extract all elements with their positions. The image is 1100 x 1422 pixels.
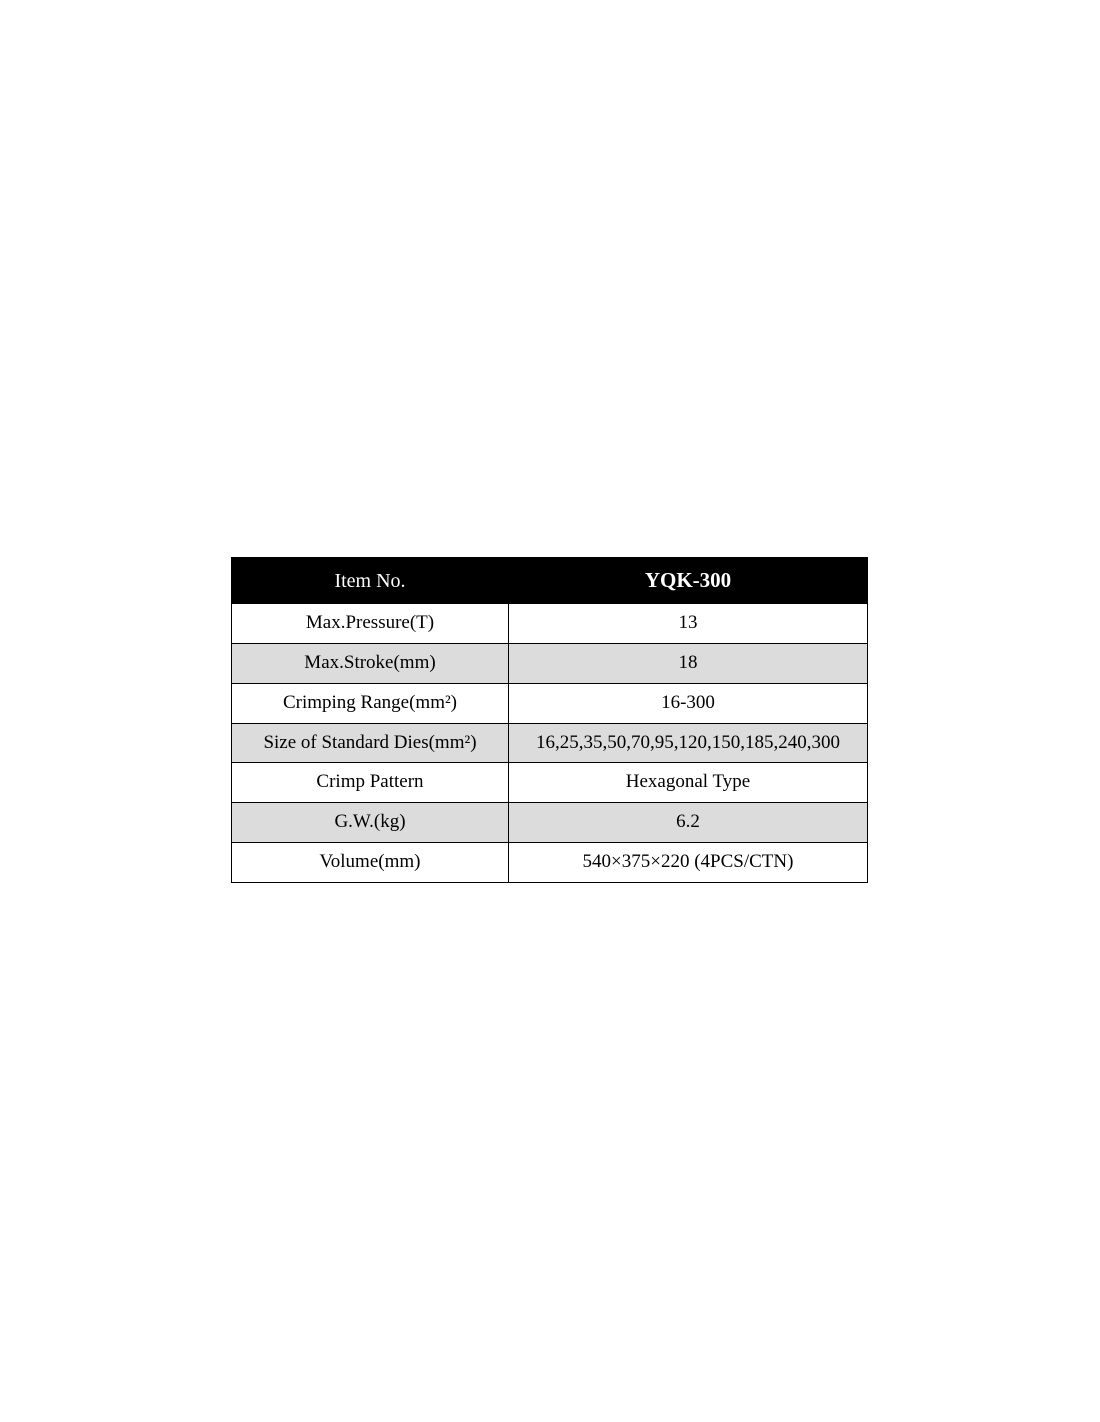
row-value-volume: 540×375×220 (4PCS/CTN) [509, 842, 868, 882]
row-label-crimping-range: Crimping Range(mm²) [232, 683, 509, 723]
row-label-standard-dies: Size of Standard Dies(mm²) [232, 723, 509, 763]
table-row [232, 803, 868, 843]
header-value-cell: YQK-300 [509, 558, 868, 604]
table-body [232, 558, 868, 883]
row-label-crimp-pattern: Crimp Pattern [232, 763, 509, 803]
row-value-max-stroke: 18 [509, 643, 868, 683]
table-row [232, 604, 868, 644]
table-row [232, 842, 868, 882]
row-label-max-stroke: Max.Stroke(mm) [232, 643, 509, 683]
table-row [232, 683, 868, 723]
row-value-crimping-range: 16-300 [509, 683, 868, 723]
row-label-volume: Volume(mm) [232, 842, 509, 882]
row-value-standard-dies: 16,25,35,50,70,95,120,150,185,240,300 [509, 723, 868, 763]
row-value-crimp-pattern: Hexagonal Type [509, 763, 868, 803]
row-label-max-pressure: Max.Pressure(T) [232, 604, 509, 644]
table-row [232, 723, 868, 763]
table-row [232, 643, 868, 683]
row-label-gross-weight: G.W.(kg) [232, 803, 509, 843]
table-header-row [232, 558, 868, 604]
specification-table [231, 557, 868, 883]
header-label-cell: Item No. [232, 558, 509, 604]
table-row [232, 763, 868, 803]
row-value-max-pressure: 13 [509, 604, 868, 644]
specification-table-container [231, 557, 867, 883]
row-value-gross-weight: 6.2 [509, 803, 868, 843]
